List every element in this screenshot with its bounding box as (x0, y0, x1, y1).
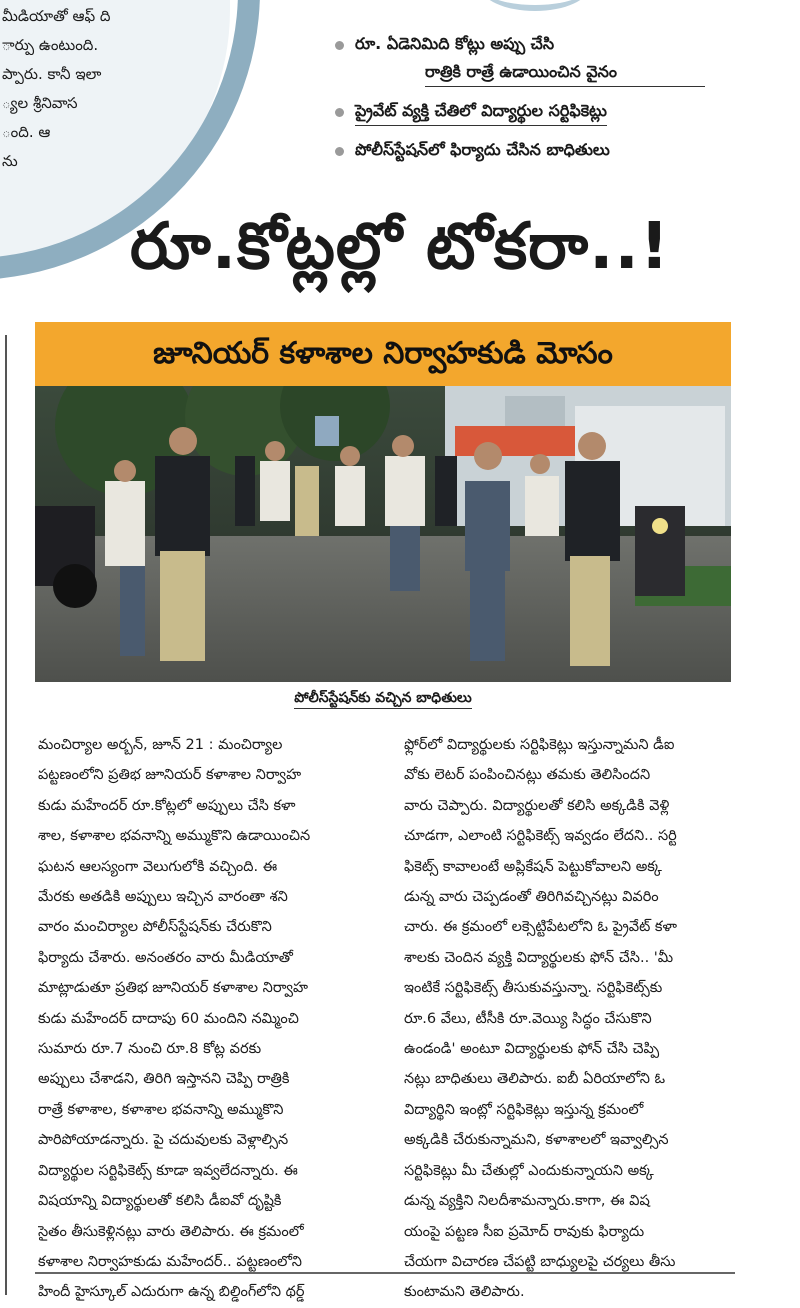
article-line: శాల, కళాశాల భవనాన్ని అమ్ముకొని ఉడాయించిన (38, 828, 311, 845)
article-line: అక్కడికి చేరుకున్నామని, కళాశాలలో ఇవ్వాల్సిన (404, 1132, 669, 1149)
article-line: పారిపోయాడన్నారు. పై చదువులకు వెళ్లాల్సిన (38, 1132, 289, 1149)
article-line: ఘటన ఆలస్యంగా వెలుగులోకి వచ్చింది. ఈ (38, 858, 278, 875)
article-line: ఇంటికే సర్టిఫికెట్స్ తీసుకువస్తున్నా. సర్టిఫికెట్స్‌కు (404, 980, 663, 997)
bullet-item (335, 97, 775, 126)
bullet-text: రాత్రికి రాత్రే ఉడాయించిన వైనం (425, 58, 705, 87)
article-line: రూ.6 వేలు, టీసీకి రూ.వెయ్యి సిద్ధం చేసుకొని (404, 1010, 652, 1027)
article-line: కుంటామని తెలిపారు. (404, 1284, 525, 1301)
side-line: ప్పారు. కానీ ఇలా (2, 65, 102, 83)
article-line: వారం మంచిర్యాల పోలీస్‌స్టేషన్‌కు చేరుకొని (38, 919, 272, 936)
article-line: వారు చెప్పారు. విద్యార్థులతో కలిసి అక్కడికి వెళ్లి (404, 797, 670, 814)
bullet-item (335, 136, 775, 164)
article-line: ఫికెట్స్ కావాలంటే అప్లికేషన్ పెట్టుకోవాలని అక్క (404, 858, 662, 875)
side-line: ్యల శ్రీనివాస (2, 94, 78, 112)
article-line: విషయాన్ని విద్యార్థులతో కలిసి డీఐవో దృష్టికి (38, 1193, 282, 1210)
side-line: మీడియాతో ఆఫ్ ది (2, 7, 111, 25)
article-column-right (404, 730, 729, 1308)
article-line: వోకు లెటర్ పంపించినట్లు తమకు తెలిసిందని (404, 767, 651, 784)
article-line: విద్యార్థిని ఇంట్లో సర్టిఫికెట్లు ఇస్తున్న క్రమంలో (404, 1101, 644, 1118)
article-line: ఫిర్యాదు చేశారు. అనంతరం వారు మీడియాతో (38, 949, 293, 966)
highlight-bullets (335, 30, 775, 174)
article-line: కుడు మహేందర్ దాదాపు 60 మందిని నమ్మించి (38, 1010, 299, 1027)
sub-headline-banner: జూనియర్ కళాశాల నిర్వాహకుడి మోసం (35, 322, 731, 386)
article-line: హిందీ హైస్కూల్ ఎదురుగా ఉన్న బిల్డింగ్‌లోని థర్డ్ (38, 1284, 305, 1301)
decorative-top-arc (480, 0, 590, 11)
bullet-text: రూ. ఏడెనిమిది కోట్లు అప్పు చేసి (355, 34, 555, 53)
column-divider (5, 335, 7, 1295)
photo-caption-text: పోలీస్‌స్టేషన్‌కు వచ్చిన బాధితులు (294, 690, 471, 709)
article-column-left (38, 730, 363, 1308)
article-line: మేరకు అతడికి అప్పులు ఇచ్చిన వారంతా శని (38, 889, 288, 906)
article-line: విద్యార్థుల సర్టిఫికెట్స్ కూడా ఇవ్వలేదన్నారు. ఈ (38, 1162, 298, 1179)
article-line: చారు. ఈ క్రమంలో లక్సెట్టిపేటలోని ఓ ప్రైవేట్ కళా (404, 919, 677, 936)
crowd-scene-image (35, 386, 731, 682)
article-line: డున్న వారు చెప్పడంతో తిరిగివచ్చినట్లు వివరిం (404, 889, 659, 906)
side-line: ను (2, 152, 18, 170)
bottom-divider (35, 1272, 735, 1274)
article-line: కళాశాల నిర్వాహకుడు మహేందర్.. పట్టణంలోని (38, 1253, 302, 1270)
bullet-text: పోలీస్‌స్టేషన్‌లో ఫిర్యాదు చేసిన బాధితులు (355, 140, 610, 159)
photo-caption (35, 690, 731, 709)
article-line: అప్పులు చేశాడని, తిరిగి ఇస్తానని చెప్పి రాత్రికి (38, 1071, 290, 1088)
article-line: సుమారు రూ.7 నుంచి రూ.8 కోట్ల వరకు (38, 1041, 262, 1058)
article-line: ఫ్లోర్‌లో విద్యార్థులకు సర్టిఫికెట్లు ఇస్తున్నామని డీఐ (404, 737, 675, 753)
side-line: ార్పు ఉంటుంది. (2, 36, 99, 54)
article-line: మాట్లాడుతూ ప్రతిభ జూనియర్ కళాశాల నిర్వాహ (38, 980, 309, 997)
article-line: సర్టిఫికెట్లు మీ చేతుల్లో ఎందుకున్నాయని అక్క (404, 1162, 654, 1179)
article-line: రాత్రే కళాశాల, కళాశాల భవనాన్ని అమ్ముకొని (38, 1101, 284, 1118)
bullet-item (335, 30, 775, 87)
news-photo (35, 386, 731, 682)
side-line: ంది. ఆ (2, 123, 51, 141)
article-line: సైతం తీసుకెళ్లినట్లు వారు తెలిపారు. ఈ క్రమంలో (38, 1223, 304, 1240)
article-line: నట్లు బాధితులు తెలిపారు. ఐబీ ఏరియాలోని ఓ (404, 1071, 666, 1088)
article-line: ఉండండి' అంటూ విద్యార్థులకు ఫోన్ చేసి చెప్పి (404, 1041, 660, 1058)
article-line: డున్న వ్యక్తిని నిలదీశామన్నారు.కాగా, ఈ విష (404, 1193, 650, 1210)
article-line: చేయగా విచారణ చేపట్టి బాధ్యులపై చర్యలు తీసు (404, 1253, 676, 1270)
article-line: పట్టణంలోని ప్రతిభ జూనియర్ కళాశాల నిర్వాహ (38, 767, 302, 784)
article-line: శాలకు చెందిన వ్యక్తి విద్యార్థులకు ఫోన్ చేసి.. 'మీ (404, 949, 674, 966)
article-line: మంచిర్యాల అర్బన్, జూన్ 21 : మంచిర్యాల (38, 737, 283, 753)
bullet-text: ప్రైవేట్ వ్యక్తి చేతిలో విద్యార్థుల సర్టిఫికెట్లు (355, 97, 607, 126)
article-line: యంపై పట్టణ సీఐ ప్రమోద్ రావుకు ఫిర్యాదు (404, 1223, 645, 1240)
article-line: కుడు మహేందర్ రూ.కోట్లలో అప్పులు చేసి కళా (38, 797, 296, 814)
article-line: చూడగా, ఎలాంటి సర్టిఫికెట్స్ ఇవ్వడం లేదని.. సర్టి (404, 828, 677, 845)
headline: రూ.కోట్లల్లో టోకరా..! (130, 210, 670, 284)
